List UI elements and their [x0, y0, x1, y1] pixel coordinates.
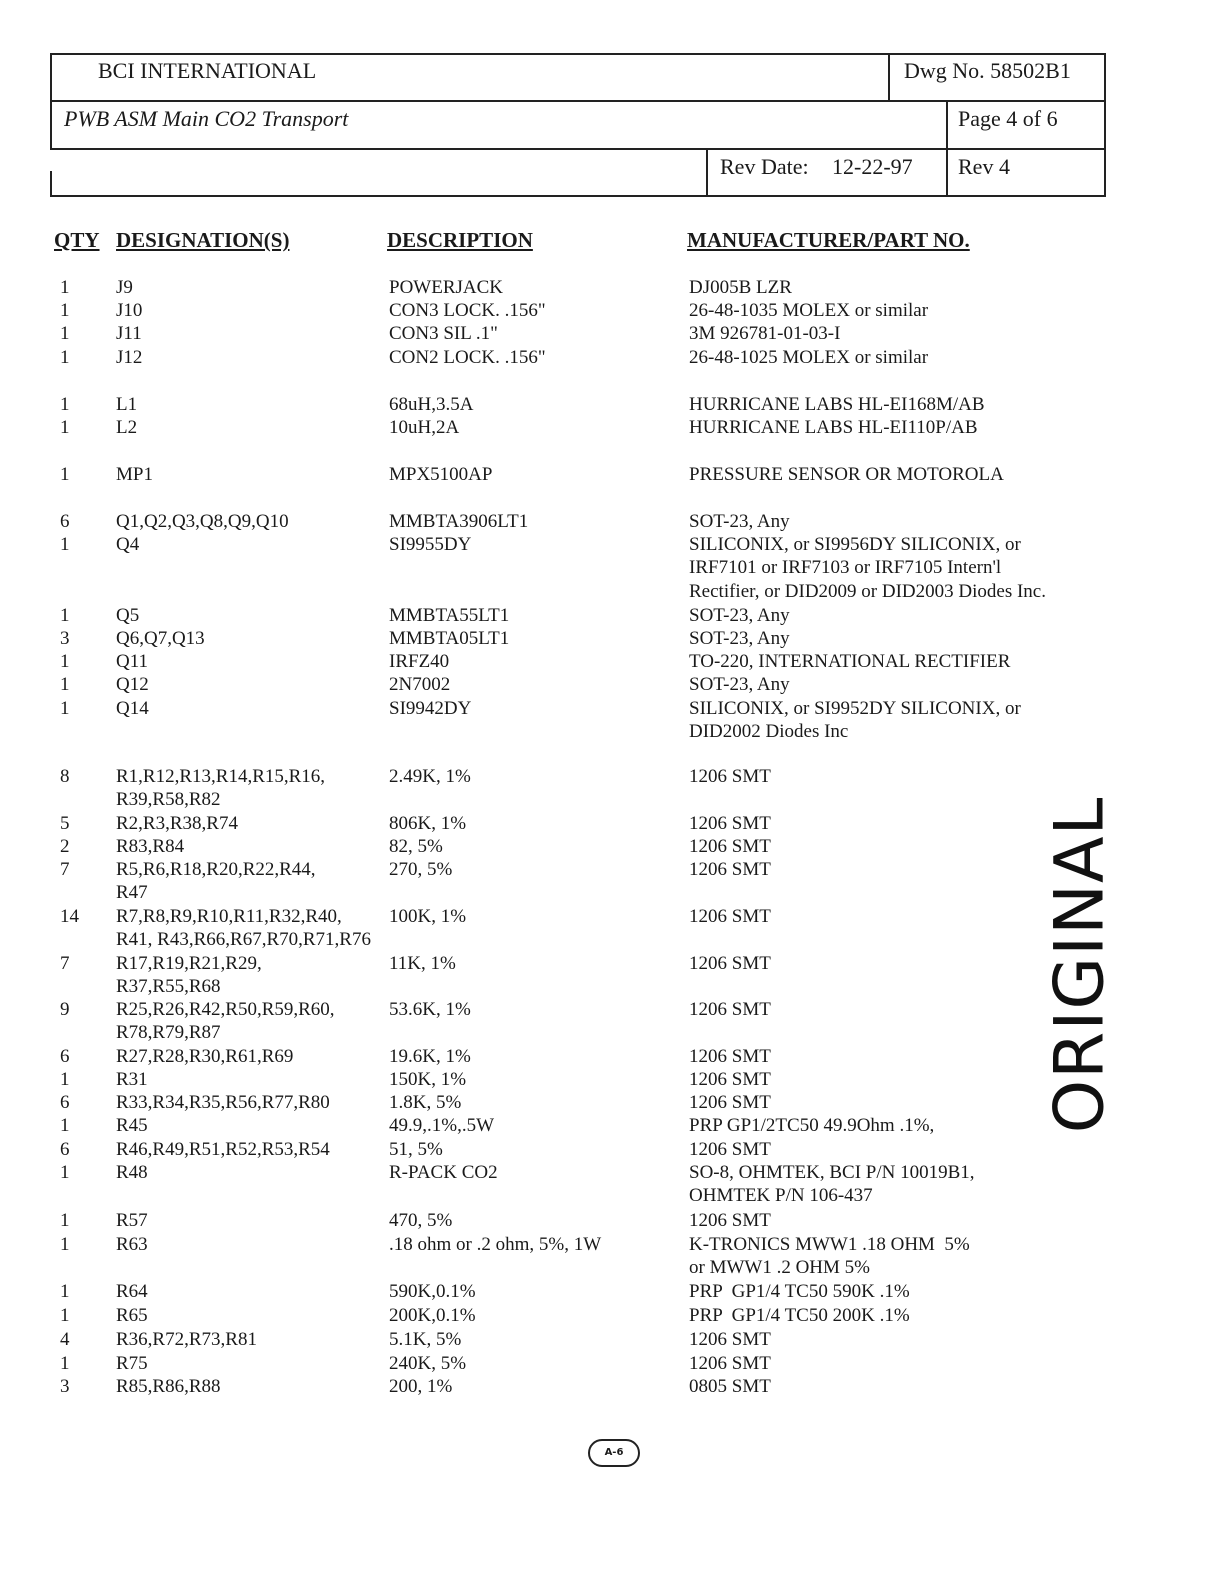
designation-cell: R85,R86,R88 — [116, 1376, 221, 1397]
manufacturer-cell: 1206 SMT — [689, 766, 771, 787]
manufacturer-cell: HURRICANE LABS HL-EI168M/AB — [689, 394, 985, 415]
designation-cell: J10 — [116, 300, 143, 321]
qty-cell: 1 — [60, 674, 70, 695]
qty-cell: 1 — [60, 323, 70, 344]
qty-cell: 1 — [60, 698, 70, 719]
column-header-description: DESCRIPTION — [387, 228, 533, 252]
description-cell: 2.49K, 1% — [389, 766, 471, 787]
description-cell: CON2 LOCK. .156" — [389, 347, 546, 368]
description-cell: 200, 1% — [389, 1376, 453, 1397]
manufacturer-cell: 1206 SMT — [689, 836, 771, 857]
manufacturer-cell: 1206 SMT — [689, 1353, 771, 1374]
qty-cell: 1 — [60, 1210, 70, 1231]
description-cell: 10uH,2A — [389, 417, 460, 438]
page-badge: A-6 — [588, 1439, 640, 1467]
description-cell: 590K,0.1% — [389, 1281, 476, 1302]
title-block-border — [50, 53, 1106, 55]
manufacturer-cell: DJ005B LZR — [689, 277, 792, 298]
description-cell: 2N7002 — [389, 674, 451, 695]
description-cell: 82, 5% — [389, 836, 443, 857]
manufacturer-cell: 1206 SMT — [689, 859, 771, 880]
designation-cell: L1 — [116, 394, 138, 415]
qty-cell: 9 — [60, 999, 70, 1020]
description-cell: 49.9,.1%,.5W — [389, 1115, 495, 1136]
qty-cell: 14 — [60, 906, 79, 927]
qty-cell: 1 — [60, 1115, 70, 1136]
qty-cell: 1 — [60, 277, 70, 298]
manufacturer-cell: 26-48-1025 MOLEX or similar — [689, 347, 929, 368]
manufacturer-cell: 1206 SMT — [689, 1046, 771, 1067]
qty-cell: 1 — [60, 534, 70, 555]
qty-cell: 1 — [60, 1281, 70, 1302]
designation-cell: R46,R49,R51,R52,R53,R54 — [116, 1139, 330, 1160]
qty-cell: 1 — [60, 1162, 70, 1183]
qty-cell: 5 — [60, 813, 70, 834]
manufacturer-cell: 1206 SMT — [689, 1139, 771, 1160]
description-cell: 51, 5% — [389, 1139, 443, 1160]
description-cell: SI9942DY — [389, 698, 472, 719]
designation-cell: L2 — [116, 417, 138, 438]
description-cell: 1.8K, 5% — [389, 1092, 462, 1113]
description-cell: 19.6K, 1% — [389, 1046, 471, 1067]
designation-cell: R7,R8,R9,R10,R11,R32,R40, R41, R43,R66,R67,R70,R71,R76 — [116, 906, 371, 951]
qty-cell: 1 — [60, 300, 70, 321]
title-block-border — [1104, 53, 1106, 197]
designation-cell: R5,R6,R18,R20,R22,R44, R47 — [116, 859, 316, 904]
manufacturer-cell: HURRICANE LABS HL-EI110P/AB — [689, 417, 978, 438]
title-block-border — [50, 53, 52, 149]
designation-cell: R33,R34,R35,R56,R77,R80 — [116, 1092, 330, 1113]
designation-cell: J12 — [116, 347, 143, 368]
qty-cell: 8 — [60, 766, 70, 787]
manufacturer-cell: 1206 SMT — [689, 906, 771, 927]
qty-cell: 1 — [60, 1353, 70, 1374]
rev-date: 12-22-97 — [832, 154, 913, 179]
designation-cell: R45 — [116, 1115, 148, 1136]
designation-cell: R27,R28,R30,R61,R69 — [116, 1046, 294, 1067]
designation-cell: Q4 — [116, 534, 140, 555]
description-cell: 200K,0.1% — [389, 1305, 476, 1326]
designation-cell: Q12 — [116, 674, 149, 695]
designation-cell: R57 — [116, 1210, 148, 1231]
manufacturer-cell: 1206 SMT — [689, 1210, 771, 1231]
description-cell: 470, 5% — [389, 1210, 453, 1231]
designation-cell: Q1,Q2,Q3,Q8,Q9,Q10 — [116, 511, 289, 532]
description-cell: MMBTA3906LT1 — [389, 511, 529, 532]
qty-cell: 6 — [60, 1092, 70, 1113]
manufacturer-cell: PRP GP1/2TC50 49.9Ohm .1%, — [689, 1115, 935, 1136]
manufacturer-cell: SILICONIX, or SI9952DY SILICONIX, or DID2002 Diodes Inc — [689, 698, 1021, 743]
description-cell: IRFZ40 — [389, 651, 450, 672]
qty-cell: 1 — [60, 464, 70, 485]
title-block-divider — [706, 148, 708, 197]
description-cell: 150K, 1% — [389, 1069, 467, 1090]
description-cell: SI9955DY — [389, 534, 472, 555]
designation-cell: R1,R12,R13,R14,R15,R16, R39,R58,R82 — [116, 766, 326, 811]
description-cell: R-PACK CO2 — [389, 1162, 498, 1183]
designation-cell: R36,R72,R73,R81 — [116, 1329, 257, 1350]
rev-date-label: Rev Date: — [720, 154, 809, 179]
manufacturer-cell: SILICONIX, or SI9956DY SILICONIX, or IRF7101 or IRF7103 or IRF7105 Intern'l Rectifier, or DID2009 or DID2003 Diodes Inc. — [689, 534, 1046, 602]
manufacturer-cell: PRESSURE SENSOR OR MOTOROLA — [689, 464, 1004, 485]
qty-cell: 1 — [60, 417, 70, 438]
description-cell: 5.1K, 5% — [389, 1329, 462, 1350]
qty-cell: 4 — [60, 1329, 70, 1350]
revision: Rev 4 — [958, 154, 1010, 179]
manufacturer-cell: SO-8, OHMTEK, BCI P/N 10019B1, OHMTEK P/N 106-437 — [689, 1162, 975, 1207]
manufacturer-cell: 1206 SMT — [689, 999, 771, 1020]
description-cell: MMBTA55LT1 — [389, 605, 510, 626]
manufacturer-cell: 3M 926781-01-03-I — [689, 323, 841, 344]
title-block-divider — [888, 53, 890, 101]
company-name: BCI INTERNATIONAL — [98, 58, 317, 83]
description-cell: CON3 SIL .1" — [389, 323, 498, 344]
description-cell: 53.6K, 1% — [389, 999, 471, 1020]
description-cell: .18 ohm or .2 ohm, 5%, 1W — [389, 1234, 602, 1255]
title-block — [50, 53, 1106, 197]
qty-cell: 1 — [60, 394, 70, 415]
manufacturer-cell: SOT-23, Any — [689, 628, 790, 649]
column-header-manufacturer: MANUFACTURER/PART NO. — [687, 228, 970, 252]
qty-cell: 1 — [60, 1234, 70, 1255]
designation-cell: R2,R3,R38,R74 — [116, 813, 238, 834]
qty-cell: 6 — [60, 1046, 70, 1067]
manufacturer-cell: SOT-23, Any — [689, 605, 790, 626]
qty-cell: 3 — [60, 1376, 70, 1397]
document-title: PWB ASM Main CO2 Transport — [64, 106, 349, 131]
designation-cell: Q11 — [116, 651, 149, 672]
manufacturer-cell: 1206 SMT — [689, 953, 771, 974]
designation-cell: R64 — [116, 1281, 148, 1302]
column-header-qty: QTY — [54, 228, 100, 252]
manufacturer-cell: 1206 SMT — [689, 1069, 771, 1090]
manufacturer-cell: SOT-23, Any — [689, 511, 790, 532]
description-cell: MMBTA05LT1 — [389, 628, 510, 649]
manufacturer-cell: 0805 SMT — [689, 1376, 771, 1397]
designation-cell: Q6,Q7,Q13 — [116, 628, 205, 649]
designation-cell: R25,R26,R42,R50,R59,R60, R78,R79,R87 — [116, 999, 335, 1044]
original-stamp: ORIGINAL — [1040, 796, 1120, 1134]
qty-cell: 3 — [60, 628, 70, 649]
description-cell: 270, 5% — [389, 859, 453, 880]
designation-cell: MP1 — [116, 464, 153, 485]
designation-cell: R63 — [116, 1234, 148, 1255]
qty-cell: 7 — [60, 953, 70, 974]
manufacturer-cell: 1206 SMT — [689, 813, 771, 834]
designation-cell: R75 — [116, 1353, 148, 1374]
designation-cell: R31 — [116, 1069, 148, 1090]
designation-cell: J9 — [116, 277, 133, 298]
qty-cell: 6 — [60, 511, 70, 532]
manufacturer-cell: PRP GP1/4 TC50 200K .1% — [689, 1305, 910, 1326]
qty-cell: 1 — [60, 605, 70, 626]
designation-cell: Q14 — [116, 698, 149, 719]
description-cell: CON3 LOCK. .156" — [389, 300, 546, 321]
manufacturer-cell: PRP GP1/4 TC50 590K .1% — [689, 1281, 910, 1302]
designation-cell: R17,R19,R21,R29, R37,R55,R68 — [116, 953, 262, 998]
designation-cell: Q5 — [116, 605, 140, 626]
manufacturer-cell: SOT-23, Any — [689, 674, 790, 695]
qty-cell: 6 — [60, 1139, 70, 1160]
description-cell: 11K, 1% — [389, 953, 456, 974]
drawing-number: Dwg No. 58502B1 — [904, 58, 1071, 83]
qty-cell: 1 — [60, 651, 70, 672]
qty-cell: 1 — [60, 347, 70, 368]
designation-cell: R65 — [116, 1305, 148, 1326]
title-block-border — [50, 171, 52, 195]
qty-cell: 2 — [60, 836, 70, 857]
manufacturer-cell: 1206 SMT — [689, 1092, 771, 1113]
description-cell: 806K, 1% — [389, 813, 467, 834]
manufacturer-cell: K-TRONICS MWW1 .18 OHM 5% or MWW1 .2 OHM 5% — [689, 1234, 970, 1279]
description-cell: POWERJACK — [389, 277, 504, 298]
title-block-divider — [946, 100, 948, 197]
designation-cell: R48 — [116, 1162, 148, 1183]
qty-cell: 7 — [60, 859, 70, 880]
page-number: Page 4 of 6 — [958, 106, 1058, 131]
designation-cell: J11 — [116, 323, 142, 344]
description-cell: 68uH,3.5A — [389, 394, 474, 415]
manufacturer-cell: TO-220, INTERNATIONAL RECTIFIER — [689, 651, 1011, 672]
description-cell: 240K, 5% — [389, 1353, 467, 1374]
column-header-designation: DESIGNATION(S) — [116, 228, 290, 252]
description-cell: 100K, 1% — [389, 906, 467, 927]
manufacturer-cell: 26-48-1035 MOLEX or similar — [689, 300, 929, 321]
qty-cell: 1 — [60, 1305, 70, 1326]
manufacturer-cell: 1206 SMT — [689, 1329, 771, 1350]
designation-cell: R83,R84 — [116, 836, 185, 857]
description-cell: MPX5100AP — [389, 464, 493, 485]
qty-cell: 1 — [60, 1069, 70, 1090]
